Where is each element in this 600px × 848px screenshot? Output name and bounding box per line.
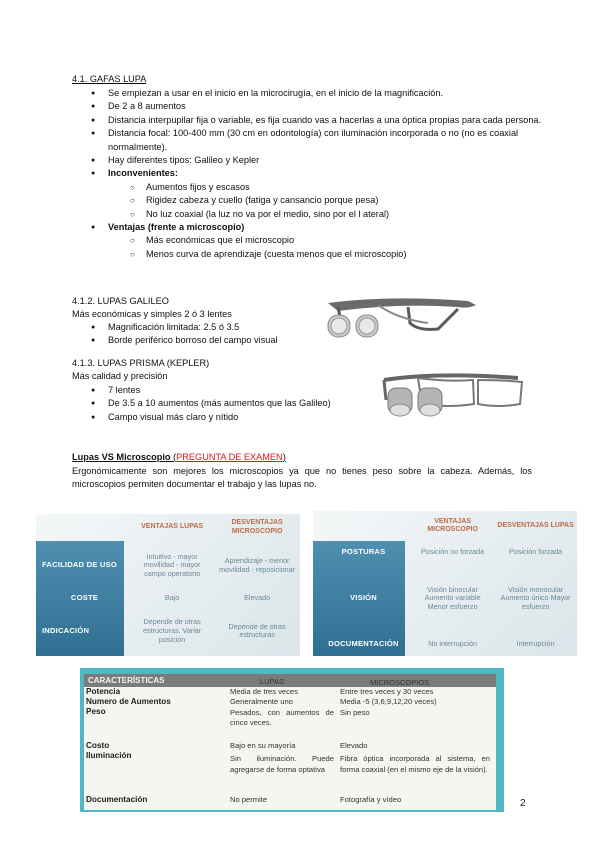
slide3-lupas-cell: Pesados, con aumentos de cinco veces. [230,708,334,727]
slide3-header-lupas: LUPAS [260,677,285,686]
prisma-subtitle: Más calidad y precisión [72,371,168,381]
slide3-row-label: Iluminación [86,751,132,760]
slide2-row-label: VISIÓN [350,593,377,603]
inconvenientes-label: Inconvenientes: [108,168,178,179]
slide2-row-label: DOCUMENTACIÓN [328,639,399,649]
slide3-micro-cell: Fibra óptica incorporada al sistema, en forma coaxial (en el mismo eje de la visión). [340,754,490,774]
slide3-lupas-cell: Media de tres veces [230,687,298,696]
slide2-cell: Posición forzada [509,547,563,557]
prisma-list [72,384,372,424]
list-item: ● Distancia interpupilar fija o variable, es fija cuando vas a hacerlas a una óptica propias para cada persona. [72,114,542,127]
slide3-row-label: Peso [86,707,106,716]
list-item: ● Distancia focal: 100-400 mm (30 cm en odontología) con iluminación incorporada o no (no es coaxial normalmente). [72,127,542,154]
slide2-cell: Posición no forzada [421,547,485,557]
sub-list-item: ○ Rigidez cabeza y cuello (fatiga y cansancio porque pesa) [72,194,542,207]
sub-list-item: ○ Más económicas que el microscopio [72,234,542,247]
slide3-lupas-cell: Bajo en su mayoría [230,741,296,750]
list-item: ● Se empiezan a usar en el inicio en la microcirugía, en el inicio de la magnificación. [72,87,542,100]
slide2-cell: Interrupción [516,639,555,649]
slide3-micro-cell: Sin peso [340,708,370,717]
slide3-lupas-cell: Sin iluminación. Puede agregarse de forma optativa [230,754,334,774]
slide1-cell: Depende de otras estructuras. Variar posición [143,617,202,644]
vs-title: Lupas VS Microscopio [72,452,171,462]
slide1-cell: Elevado [244,593,271,603]
slide3-micro-cell: Media -5 (3,6,9,12,20 veces) [340,697,437,706]
slide1-row-label: FACILIDAD DE USO [42,560,117,570]
slide1-cell: Depende de otras estructuras [228,621,286,640]
list-item: ● Borde periférico borroso del campo visual [72,334,352,347]
page-number: 2 [520,798,526,809]
vs-paragraph: Ergonómicamente son mejores los microscopios ya que no tienes peso sobre la cabeza. Además, los microscopios permiten documentar el trabajo y las lupas no. [72,466,532,490]
slide2-cell: Visión monocular Aumento único Mayor esfuerzo [500,584,571,611]
slide1-row-label: COSTE [70,593,99,603]
slide2-col-header: DESVENTAJAS LUPAS [497,521,574,529]
slide3-row-label: Documentación [86,795,148,804]
slide3-header-caracteristicas: CARACTERÍSTICAS [88,676,165,685]
galileo-list [72,321,352,348]
section-title-gafas-lupa: 4.1. GAFAS LUPA [72,74,147,84]
slide3-lupas-cell: No permite [230,795,268,804]
section-title-prisma: 4.1.3. LUPAS PRISMA (KEPLER) [72,358,210,368]
slide-characteristics-table [80,668,504,812]
sub-list-item: ○ Menos curva de aprendizaje (cuesta menos que el microscopio) [72,248,542,261]
vs-heading [72,451,286,464]
sub-list-item: ○ Aumentos fijos y escasos [72,181,542,194]
slide2-col-header: VENTAJAS MICROSCOPIO [427,517,478,533]
galileo-loupes-image [318,293,482,343]
slide1-cell: Intuitivo - mayor movilidad - mayor campo operatorio [143,551,201,578]
slide1-cell: Aprendizaje - menor movilidad - reposicionar [219,556,296,574]
section-title-galileo: 4.1.2. LUPAS GALILEO [72,296,169,306]
slide1-col-header: VENTAJAS LUPAS [141,523,204,531]
list-item: ● Campo visual más claro y nítido [72,411,372,424]
slide3-row-label: Potencia [86,687,121,696]
slide3-micro-cell: Entre tres veces y 30 veces [340,687,434,696]
slide2-row-label: POSTURAS [341,547,386,557]
slide2-cell: No interrupción [428,639,477,649]
exam-tag: PREGUNTA DE EXAMEN [176,452,283,462]
galileo-subtitle: Más económicas y simples 2 ó 3 lentes [72,309,232,319]
list-item-ventajas [72,221,542,261]
list-item: ● De 2 a 8 aumentos [72,100,542,113]
list-item-inconvenientes [72,167,542,221]
slide1-row-label: INDICACIÓN [42,626,90,636]
slide1-cell: Bajo [164,593,180,603]
slide3-micro-cell: Elevado [340,741,368,750]
slide3-row-label: Costo [86,741,110,750]
list-item: ● Hay diferentes tipos: Galileo y Kepler [72,154,542,167]
list-item: ● Magnificación limitada: 2.5 ó 3.5 [72,321,352,334]
sub-list-item: ○ No luz coaxial (la luz no va por el medio, sino por el l ateral) [72,208,542,221]
slide3-header-microscopios: MICROSCOPIOS [370,678,430,687]
slide-microscopio-advantages [313,511,577,656]
vs-open-paren: ( [170,452,177,462]
slide2-cell: Visión binocular Aumento variable Menor esfuerzo [424,584,481,611]
slide3-row-label: Numero de Aumentos [86,697,171,706]
list-item: ● De 3.5 a 10 aumentos (más aumentos que las Galileo) [72,397,372,410]
ventajas-label: Ventajas (frente a microscopio) [108,222,245,233]
gafas-lupa-list [72,87,542,261]
slide1-col-header: DESVENTAJAS MICROSCOPIO [231,519,283,535]
slide3-micro-cell: Fotografía y vídeo [340,795,402,804]
list-item: ● 7 lentes [72,384,372,397]
slide-lupas-advantages [36,514,300,656]
slide3-lupas-cell: Generalmente uno [230,697,293,706]
kepler-loupes-image [378,370,528,420]
vs-close-paren: ) [282,452,286,462]
